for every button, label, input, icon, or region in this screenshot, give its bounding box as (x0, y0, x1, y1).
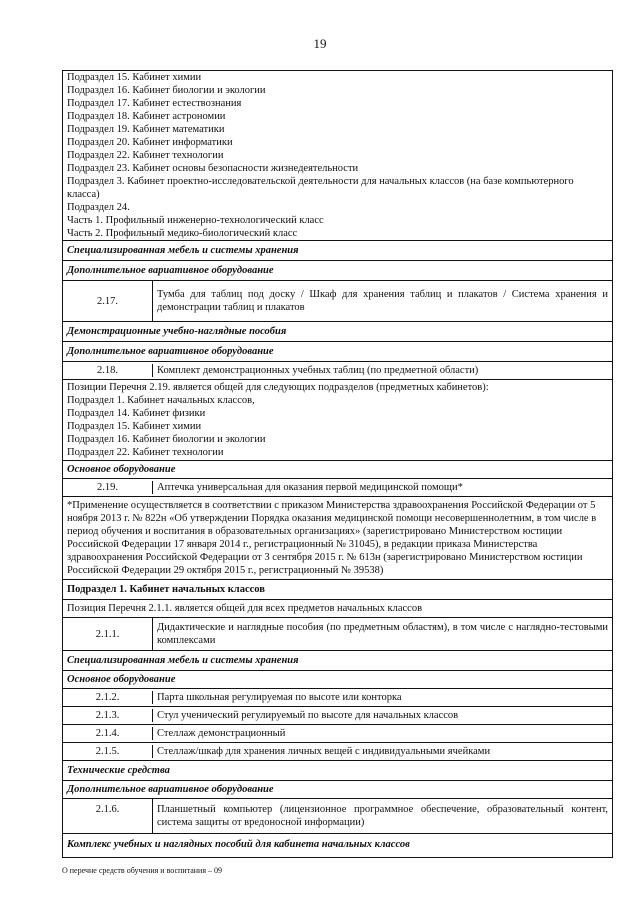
list-item: Подраздел 22. Кабинет технологии (67, 447, 224, 458)
common-list-row (63, 380, 613, 461)
item-number: 2.1.5. (63, 745, 153, 758)
list-item: Часть 2. Профильный медико-биологический класс (67, 228, 298, 239)
item-description: Планшетный компьютер (лицензионное программное обеспечение, образовательный контент, система защиты от вредоносной информации) (157, 804, 608, 828)
section-header: Специализированная мебель и системы хранения (67, 245, 299, 256)
table-row (63, 743, 613, 761)
common-list (63, 380, 612, 460)
section-header-row (63, 461, 613, 479)
item-number: 2.1.4. (63, 727, 153, 740)
position-note: Позиция Перечня 2.1.1. является общей для всех предметов начальных классов (67, 603, 423, 614)
section-header: Специализированная мебель и системы хранения (67, 655, 299, 666)
section-header-row (63, 322, 613, 342)
table-row (63, 618, 613, 651)
section-header-row (63, 671, 613, 689)
item-number: 2.1.2. (63, 691, 153, 704)
table-row (63, 799, 613, 834)
equipment-table (62, 70, 613, 858)
list-item: Подраздел 1. Кабинет начальных классов, (67, 395, 255, 406)
section-header-row (63, 580, 613, 600)
table-row (63, 479, 613, 497)
section-header-row (63, 834, 613, 858)
list-item: Подраздел 23. Кабинет основы безопасности жизнедеятельности (67, 163, 359, 174)
section-header: Дополнительное вариативное оборудование (67, 265, 274, 276)
item-description: Аптечка универсальная для оказания первой медицинской помощи* (157, 482, 463, 493)
list-item: Подраздел 15. Кабинет химии (67, 72, 202, 83)
list-item: Подраздел 22. Кабинет технологии (67, 150, 224, 161)
item-description: Тумба для таблиц под доску / Шкаф для хранения таблиц и плакатов / Система хранения и демонстрации таблиц и плакатов (157, 289, 608, 313)
table-row (63, 725, 613, 743)
item-number: 2.18. (63, 364, 153, 377)
item-description: Парта школьная регулируемая по высоте или конторка (157, 692, 402, 703)
item-number: 2.1.1. (63, 618, 153, 650)
table-row (63, 362, 613, 380)
intro-list (63, 71, 612, 240)
list-item: Подраздел 14. Кабинет физики (67, 408, 206, 419)
footer-text: О перечне средств обучения и воспитания – 09 (62, 866, 222, 875)
item-description: Стеллаж/шкаф для хранения личных вещей с индивидуальными ячейками (157, 746, 491, 757)
list-item: Подраздел 19. Кабинет математики (67, 124, 225, 135)
list-item: Подраздел 24. (67, 202, 130, 213)
section-header: Дополнительное вариативное оборудование (67, 784, 274, 795)
footnote-text: *Применение осуществляется в соответствии с приказом Министерства здравоохранения Российской Федерации от 5 ноября 2013 г. № 822н «Об утверждении Порядка оказания медицинской помощи несовершеннолетним, в том числе в период обучения и воспитания в образовательных организациях» (зарегистрировано Министерством юстиции Российской Федерации 17 января 2014 г., регистрационный № 31045), в редакции приказа Министерства здравоохранения Российской Федерации от 3 сентября 2015 г. № 613н (зарегистрировано Министерством юстиции Российской Федерации 29 октября 2015 г., регистрационный № 39538) (67, 500, 597, 576)
section-header: Основное оборудование (67, 464, 176, 475)
section-header: Дополнительное вариативное оборудование (67, 346, 274, 357)
item-description: Стул ученический регулируемый по высоте для начальных классов (157, 710, 459, 721)
info-row (63, 600, 613, 618)
item-number: 2.1.3. (63, 709, 153, 722)
list-item: Подраздел 20. Кабинет информатики (67, 137, 233, 148)
list-item: Подраздел 3. Кабинет проектно-исследовательской деятельности для начальных классов (на базе компьютерного класса) (67, 176, 574, 200)
section-header: Технические средства (67, 765, 170, 776)
page-number: 19 (313, 36, 327, 51)
table-row (63, 281, 613, 322)
table-row (63, 707, 613, 725)
item-description: Стеллаж демонстрационный (157, 728, 286, 739)
list-item: Подраздел 18. Кабинет астрономии (67, 111, 226, 122)
item-number: 2.17. (63, 281, 153, 321)
section-header: Демонстрационные учебно-наглядные пособия (67, 326, 287, 337)
list-item: Часть 1. Профильный инженерно-технологический класс (67, 215, 324, 226)
list-item: Подраздел 16. Кабинет биологии и экологии (67, 85, 266, 96)
section-header-row (63, 241, 613, 261)
section-header-row (63, 761, 613, 781)
section-header-row (63, 261, 613, 281)
list-item: Позиции Перечня 2.19. является общей для следующих подразделов (предметных кабинетов): (67, 382, 489, 393)
list-item: Подраздел 17. Кабинет естествознания (67, 98, 242, 109)
item-description: Дидактические и наглядные пособия (по предметным областям), в том числе с наглядно-тестовыми комплексами (157, 622, 608, 646)
note-row (63, 497, 613, 580)
section-header: Основное оборудование (67, 674, 176, 685)
table-row (63, 689, 613, 707)
section-header-row (63, 342, 613, 362)
list-item: Подраздел 15. Кабинет химии (67, 421, 202, 432)
section-header-row (63, 651, 613, 671)
subsection-title: Подраздел 1. Кабинет начальных классов (67, 584, 265, 595)
item-number: 2.1.6. (63, 799, 153, 833)
section-header-row (63, 781, 613, 799)
section-header: Комплекс учебных и наглядных пособий для кабинета начальных классов (67, 839, 410, 850)
item-description: Комплект демонстрационных учебных таблиц (по предметной области) (157, 365, 479, 376)
item-number: 2.19. (63, 481, 153, 494)
list-item: Подраздел 16. Кабинет биологии и экологии (67, 434, 266, 445)
intro-list-row (63, 71, 613, 241)
